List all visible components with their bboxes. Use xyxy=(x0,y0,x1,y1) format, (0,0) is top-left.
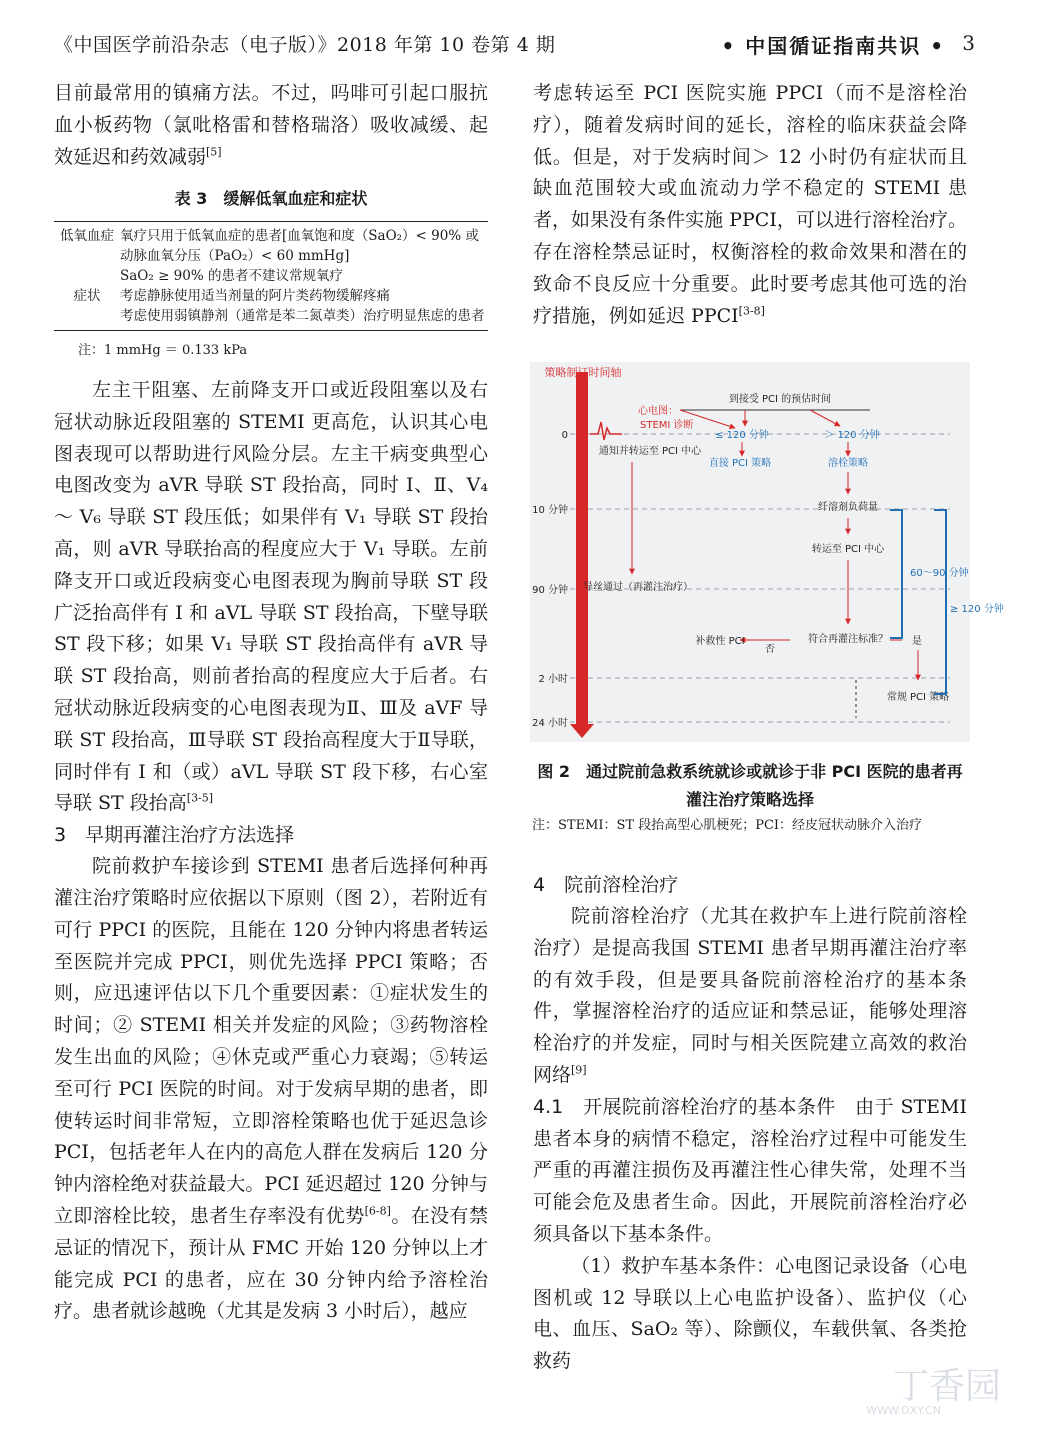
timeline-title: 策略制订时间轴 xyxy=(544,366,622,379)
stemi-label: STEMI 诊断 xyxy=(640,420,694,431)
figure-2 xyxy=(530,362,1004,742)
figure-caption: 图 2 通过院前急救系统就诊或就诊于非 PCI 医院的患者再灌注治疗策略选择 xyxy=(537,762,963,809)
subsection-heading-4-1: 4.1 开展院前溶栓治疗的基本条件 xyxy=(533,1095,836,1118)
node-rescue: 补救性 PCI xyxy=(695,636,745,647)
ecg-icon xyxy=(590,422,622,440)
table-body xyxy=(54,221,488,331)
svg-text:10 分钟: 10 分钟 xyxy=(532,505,568,516)
node-notify: 通知并转运至 PCI 中心 xyxy=(598,446,702,457)
journal-header: 《中国医学前沿杂志（电子版）》2018 年第 10 卷第 4 期 xyxy=(54,34,556,56)
ecg-label: 心电图： xyxy=(638,406,678,417)
citation: [3-8] xyxy=(738,304,765,318)
node-lysis: 溶栓策略 xyxy=(828,458,868,469)
node-transfer: 转运至 PCI 中心 xyxy=(811,544,885,555)
bracket2-label: ≥ 120 分钟 xyxy=(950,604,1004,615)
svg-text:2 小时: 2 小时 xyxy=(538,674,568,685)
gt120-label: ＞ 120 分钟 xyxy=(824,430,880,441)
le120-label: ≤ 120 分钟 xyxy=(715,430,769,441)
table-3 xyxy=(54,183,488,367)
time-gridlines xyxy=(570,434,950,722)
table-note: 注：1 mmHg ＝ 0.133 kPa xyxy=(78,343,248,359)
left-column xyxy=(54,78,488,1328)
svg-text:0: 0 xyxy=(561,430,568,441)
citation: [3-5] xyxy=(186,792,214,806)
watermark-url: WWW.DXY.CN xyxy=(866,1404,941,1417)
paragraph: 目前最常用的镇痛方法。不过，吗啡可引起口服抗血小板药物（氯吡格雷和替格瑞洛）吸收减缓、起效延迟和药效减弱[5] xyxy=(54,82,488,168)
bracket-60-90 xyxy=(890,510,902,638)
citation: [5] xyxy=(206,145,222,159)
paragraph: 4.1 开展院前溶栓治疗的基本条件 由于 STEMI 患者本身的病情不稳定，溶栓治疗过程中可能发生严重的再灌注损伤及再灌注性心律失常，处理不当可能会危及患者生命。因此，开展院前溶栓治疗必须具备以下基本条件。 xyxy=(533,1095,967,1245)
time-ticks xyxy=(532,430,568,729)
table-title: 表 3 缓解低氧血症和症状 xyxy=(174,189,368,209)
node-criteria: 符合再灌注标准？ xyxy=(808,634,888,645)
yes-label: 是 xyxy=(912,636,922,647)
eta-label: 到接受 PCI 的预估时间 xyxy=(728,394,832,405)
node-routine: 常规 PCI 策略 xyxy=(886,692,950,703)
table-row: 症状 考虑静脉使用适当剂量的阿片类药物缓解疼痛 xyxy=(73,288,390,305)
svg-text:90 分钟: 90 分钟 xyxy=(532,585,568,596)
section-header: • 中国循证指南共识 • xyxy=(721,34,945,58)
table-row: SaO₂ ≥ 90% 的患者不建议常规氧疗 xyxy=(120,268,343,285)
citation: [9] xyxy=(571,1063,587,1077)
no-label: 否 xyxy=(765,644,775,655)
citation: [6-8] xyxy=(364,1204,391,1218)
section-heading-4: 4 院前溶栓治疗 xyxy=(533,874,679,896)
right-column xyxy=(533,78,967,332)
watermark-logo: 丁香园 xyxy=(892,1366,1001,1407)
right-column-lower xyxy=(533,870,967,1378)
figure-note: 注：STEMI：ST 段抬高型心肌梗死；PCI：经皮冠状动脉介入治疗 xyxy=(532,818,923,833)
page-number: 3 xyxy=(962,31,975,55)
paragraph: 左主干阻塞、左前降支开口或近段阻塞以及右冠状动脉近段阻塞的 STEMI 更高危，认识其心电图表现可以帮助进行风险分层。左主干病变典型心电图改变为 aVR 导联 ST 段抬高，同时 Ⅰ、Ⅱ、V₄ ～ V₆ 导联 ST 段压低；如果伴有 V₁ 导联 ST 段抬高，则 aVR 导联抬高的程度应大于 V₁ 导联。左前降支开口或近段病变心电图表现为胸前导联 ST 段广泛抬高伴有 Ⅰ 和 aVL 导联 ST 段抬高，下壁导联 ST 段下移；如果 V₁ 导联 ST 段抬高伴有 aVR 导联 ST 段抬高，则前者抬高的程度应大于后者。右冠状动脉近段病变的心电图表现为Ⅱ、Ⅲ及 aVF 导联 ST 段抬高，Ⅲ导联 ST 段抬高程度大于Ⅱ导联，同时伴有 Ⅰ 和（或）aVL 导联 ST 段下移，右心室导联 ST 段抬高[3-5] xyxy=(54,378,488,815)
paragraph: （1）救护车基本条件：心电图记录设备（心电图机或 12 导联以上心电监护设备）、监护仪（心电、血压、SaO₂ 等）、除颤仪，车载供氧、各类抢救药 xyxy=(533,1254,967,1373)
bracket-120 xyxy=(934,510,946,694)
paragraph: 考虑转运至 PCI 医院实施 PPCI（而不是溶栓治疗），随着发病时间的延长，溶栓的临床获益会降低。但是，对于发病时间＞ 12 小时仍有症状而且缺血范围较大或血流动力学不稳定的 STEMI 患者，如果没有条件实施 PPCI，可以进行溶栓治疗。存在溶栓禁忌证时，权衡溶栓的救命效果和潜在的致命不良反应十分重要。此时要考虑其他可选的治疗措施，例如延迟 PPCI[3-8] xyxy=(533,82,967,327)
paragraph: 院前溶栓治疗（尤其在救护车上进行院前溶栓治疗）是提高我国 STEMI 患者早期再灌注治疗率的有效手段，但是要具备院前溶栓治疗的基本条件，掌握溶栓治疗的适应证和禁忌证，能够处理溶栓治疗的并发症，同时与相关医院建立高效的救治网络[9] xyxy=(533,905,967,1086)
section-heading-3: 3 早期再灌注治疗方法选择 xyxy=(54,824,295,847)
timeline-arrowhead xyxy=(570,724,594,738)
node-wire: 导丝通过（再灌注治疗） xyxy=(583,582,693,593)
node-direct-pci: 直接 PCI 策略 xyxy=(708,458,772,469)
svg-text:24 小时: 24 小时 xyxy=(532,718,568,729)
flowchart xyxy=(530,362,1004,742)
node-bolus: 纤溶剂负荷量 xyxy=(818,502,878,513)
timeline-bar xyxy=(576,372,588,727)
table-row: 低氧血症 氧疗只用于低氧血症的患者[血氧饱和度（SaO₂）< 90% 或动脉血氧分压（PaO₂）< 60 mmHg] xyxy=(60,228,479,265)
paragraph: 院前救护车接诊到 STEMI 患者后选择何种再灌注治疗策略时应依据以下原则（图 2），若附近有可行 PPCI 的医院，且能在 120 分钟内将患者转运至医院并完成 PPCI，则优先选择 PPCI 策略；否则，应迅速评估以下几个重要因素：①症状发生的时间；② STEMI 相关并发症的风险；③药物溶栓发生出血的风险；④休克或严重心力衰竭；⑤转运至可行 PCI 医院的时间。对于发病早期的患者，即使转运时间非常短，立即溶栓策略也优于延迟急诊 PCI，包括老年人在内的高危人群在发病后 120 分钟内溶栓绝对获益最大。PCI 延迟超过 120 分钟与立即溶栓比较，患者生存率没有优势[6-8]。在没有禁忌证的情况下，预计从 FMC 开始 120 分钟以上才能完成 PCI 的患者，应在 30 分钟内给予溶栓治疗。患者就诊越晚（尤其是发病 3 小时后），越应 xyxy=(54,855,488,1323)
table-row: 考虑使用弱镇静剂（通常是苯二氮䓬类）治疗明显焦虑的患者 xyxy=(120,308,485,325)
bracket1-label: 60～90 分钟 xyxy=(910,568,969,579)
